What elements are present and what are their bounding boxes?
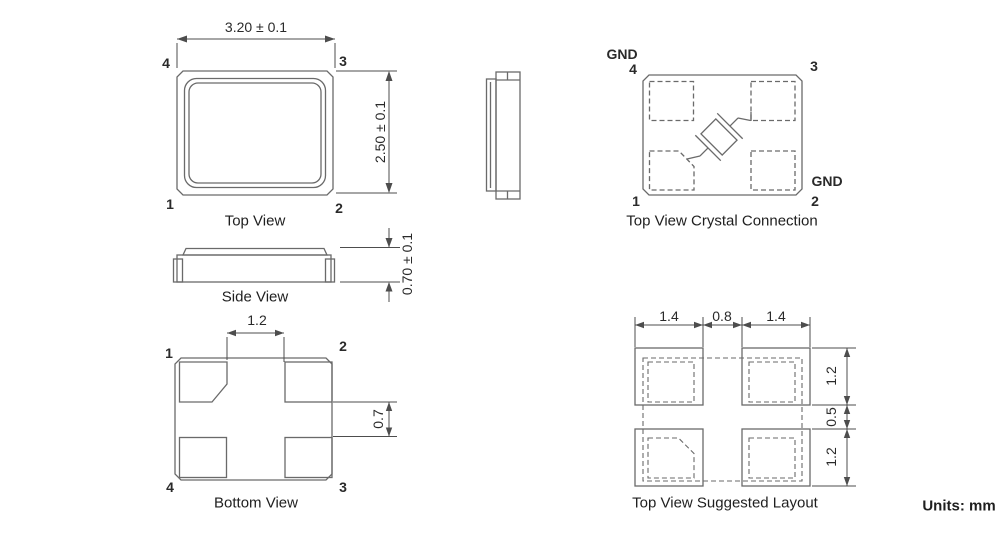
- crystal-view-gnd-label-right: GND: [811, 173, 843, 189]
- bottom-view-gap-y-dimension: 0.7: [370, 409, 386, 429]
- side-view-thickness-dimension: 0.70 ± 0.1: [399, 232, 415, 296]
- layout-pad-width-left-dimension: 1.4: [659, 308, 679, 324]
- top-view-pin-4: 4: [162, 55, 170, 71]
- layout-pad-height-bottom-dimension: 1.2: [823, 447, 839, 467]
- units-label: Units: mm: [922, 497, 996, 515]
- layout-pad-width-right-dimension: 1.4: [766, 308, 786, 324]
- bottom-view-pin-2: 2: [339, 338, 347, 354]
- top-view-width-dimension: 3.20 ± 0.1: [224, 19, 288, 35]
- side-view-drawing: [174, 249, 335, 283]
- top-view-pin-1: 1: [166, 196, 174, 212]
- bottom-view-pin-1: 1: [165, 345, 173, 361]
- top-view-drawing: [177, 71, 333, 195]
- top-view-pin-2: 2: [335, 200, 343, 216]
- side-view-title: Side View: [221, 288, 289, 306]
- layout-pad-gap-y-dimension: 0.5: [823, 407, 839, 427]
- crystal-view-pin-1: 1: [632, 193, 640, 209]
- layout-pad-height-top-dimension: 1.2: [823, 366, 839, 386]
- bottom-view-pin-4: 4: [166, 479, 174, 495]
- suggested-layout-title: Top View Suggested Layout: [632, 494, 818, 512]
- top-view-title: Top View: [224, 212, 286, 230]
- crystal-view-pin-2: 2: [811, 193, 819, 209]
- bottom-view-drawing: [175, 358, 332, 480]
- crystal-view-pin-3: 3: [810, 58, 818, 74]
- crystal-symbol: [687, 105, 751, 169]
- crystal-connection-drawing: [643, 75, 802, 195]
- crystal-view-title: Top View Crystal Connection: [626, 212, 818, 230]
- end-view-drawing: [487, 72, 521, 199]
- crystal-view-gnd-label-top: GND: [606, 46, 638, 62]
- bottom-view-gap-x-dimension: 1.2: [247, 312, 267, 328]
- top-view-height-dimension: 2.50 ± 0.1: [372, 100, 388, 164]
- suggested-layout-drawing: [635, 348, 810, 486]
- top-view-pin-3: 3: [339, 53, 347, 69]
- crystal-view-pin-4: 4: [629, 61, 637, 77]
- top-view-dimensions: [177, 36, 397, 194]
- bottom-view-title: Bottom View: [214, 494, 298, 512]
- layout-pad-gap-x-dimension: 0.8: [712, 308, 732, 324]
- side-view-dimensions: [340, 228, 400, 302]
- bottom-view-pin-3: 3: [339, 479, 347, 495]
